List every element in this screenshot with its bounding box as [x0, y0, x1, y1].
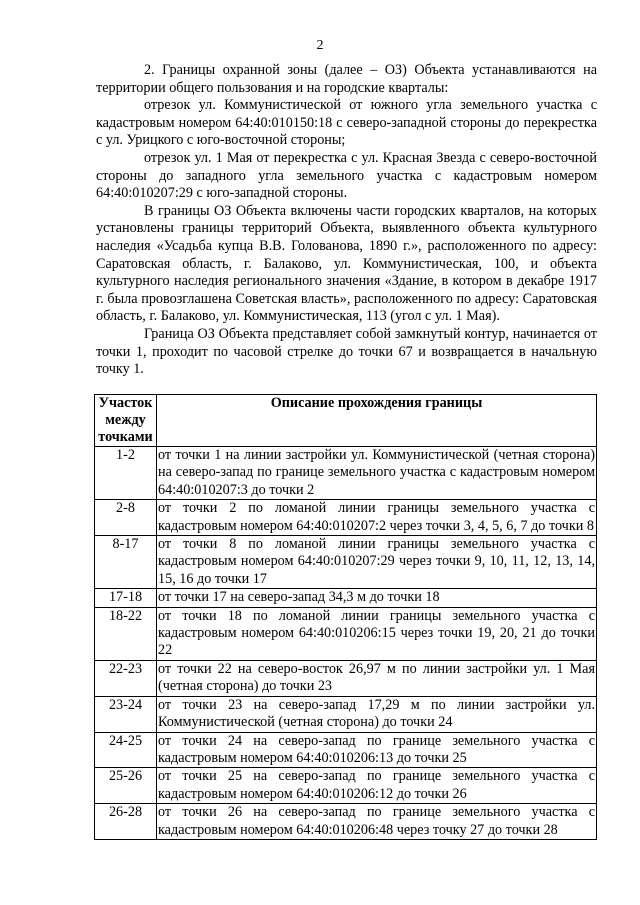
description-cell: от точки 8 по ломаной линии границы земельного участка с кадастровым номером 64:40:010207:29 через точки 9, 10, 11, 12, 13, 14, 15, 16 до точки 17 — [158, 536, 595, 587]
segment-cell: 25-26 — [95, 768, 157, 804]
segment-cell: 17-18 — [95, 589, 157, 607]
header-segment: Участок между точками — [95, 395, 157, 447]
description-cell: от точки 18 по ломаной линии границы земельного участка с кадастровым номером 64:40:010206:15 через точки 19, 20, 21 до точки 22 — [158, 607, 595, 659]
table-row — [95, 696, 597, 732]
page-number: 2 — [316, 38, 324, 53]
table-row — [95, 768, 597, 804]
description-cell: от точки 25 на северо-запад по границе земельного участка с кадастровым номером 64:40:010206:12 до точки 26 — [158, 768, 595, 802]
table-row — [95, 804, 597, 840]
segment-cell: 24-25 — [95, 732, 157, 768]
description-cell: от точки 26 на северо-запад по границе земельного участка с кадастровым номером 64:40:010206:48 через точку 27 до точки 28 — [158, 804, 595, 838]
description-cell: от точки 24 на северо-запад по границе земельного участка с кадастровым номером 64:40:010206:13 до точки 25 — [158, 732, 595, 766]
paragraph-kommunisticheskaya-segment: отрезок ул. Коммунистической от южного угла земельного участка с кадастровым номером 64:40:010150:18 с северо-западной стороны до перекрестка с ул. Урицкого с юго-восточной стороны; — [96, 97, 597, 149]
segment-cell: 26-28 — [95, 804, 157, 840]
segment-cell: 2-8 — [95, 500, 157, 536]
table-row — [95, 500, 597, 536]
description-cell: от точки 2 по ломаной линии границы земельного участка с кадастровым номером 64:40:010207:2 через точки 3, 4, 5, 6, 7 до точки 8 — [158, 500, 595, 534]
description-cell: от точки 23 на северо-запад 17,29 м по линии застройки ул. Коммунистической (четная сторона) до точки 24 — [158, 696, 595, 731]
table-row — [95, 447, 597, 500]
paragraph-oz-boundaries: 2. Границы охранной зоны (далее – ОЗ) Объекта устанавливаются на территории общего пользования и на городские кварталы: — [96, 62, 597, 96]
paragraph-1-maya-segment: отрезок ул. 1 Мая от перекрестка с ул. Красная Звезда с северо-восточной стороны до западного угла земельного участка с кадастровым номером 64:40:010207:29 с юго-западной стороны. — [96, 149, 597, 202]
table-row — [95, 732, 597, 768]
table-header-row — [95, 395, 597, 447]
paragraph-closed-contour: Граница ОЗ Объекта представляет собой замкнутый контур, начинается от точки 1, проходит по часовой стрелке до точки 67 и возвращается в начальную точку 1. — [96, 325, 597, 378]
segment-cell: 1-2 — [95, 447, 157, 500]
table-row — [95, 607, 597, 660]
body-text — [96, 62, 597, 379]
table-row — [95, 536, 597, 589]
segment-cell: 18-22 — [95, 607, 157, 660]
paragraph-included-quarters: В границы ОЗ Объекта включены части городских кварталов, на которых установлены границы территорий Объекта, выявленного объекта культурного наследия «Усадьба купца В.В. Голованова, 1890 г.», расположенного по адресу: Саратовская область, г. Балаково, ул. Коммунистическая, 100, и объекта культурного наследия регионального значения «Здание, в котором в декабре 1917 г. была провозглашена Советская власть», расположенного по адресу: Саратовская область, г. Балаково, ул. Коммунистическая, 113 (угол с ул. 1 Мая). — [96, 202, 597, 325]
segment-cell: 8-17 — [95, 536, 157, 589]
header-description: Описание прохождения границы — [157, 395, 597, 447]
description-cell: от точки 22 на северо-восток 26,97 м по линии застройки ул. 1 Мая (четная сторона) до точки 23 — [158, 660, 595, 695]
table-row — [95, 589, 597, 607]
description-cell: от точки 17 на северо-запад 34,3 м до точки 18 — [157, 589, 597, 607]
description-cell: от точки 1 на линии застройки ул. Коммунистической (четная сторона) на северо-запад по границе земельного участка с кадастровым номером 64:40:010207:3 до точки 2 — [158, 447, 595, 498]
boundary-table — [94, 394, 597, 840]
segment-cell: 22-23 — [95, 660, 157, 696]
segment-cell: 23-24 — [95, 696, 157, 732]
table-row — [95, 660, 597, 696]
